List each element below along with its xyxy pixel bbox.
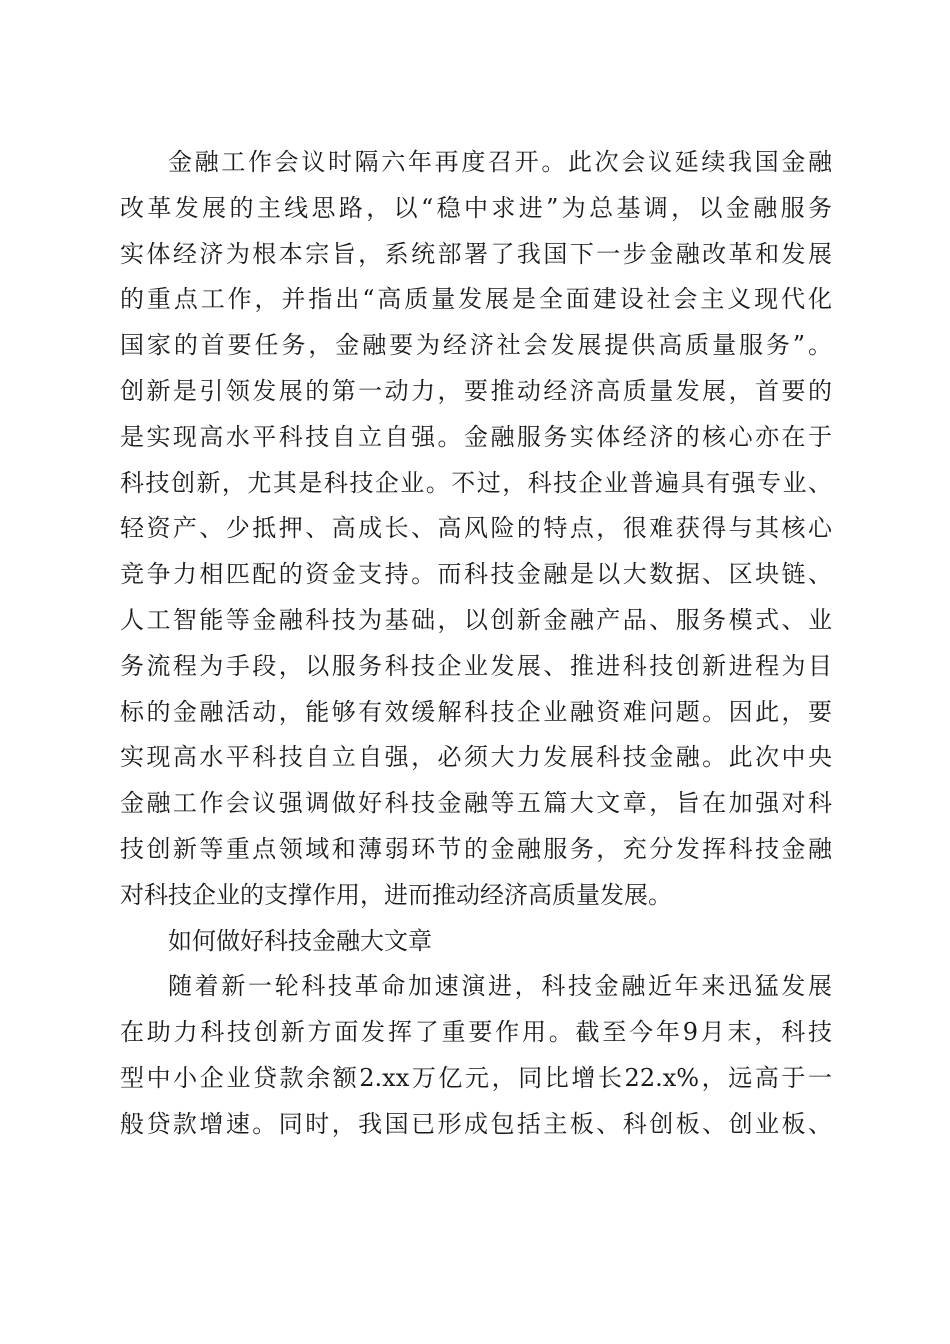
paragraph-intro: [120, 140, 832, 919]
text-line: 创新是引领发展的第一动力，要推动经济高质量发展，首要的: [120, 376, 832, 405]
text-line: 轻资产、少抵押、高成长、高风险的特点，很难获得与其核心: [120, 514, 832, 543]
text-line: 科技创新，尤其是科技企业。不过，科技企业普遍具有强专业、: [120, 468, 832, 497]
section-heading: [120, 919, 832, 965]
text-line: 是实现高水平科技自立自强。金融服务实体经济的核心亦在于: [120, 422, 832, 451]
text-line: 对科技企业的支撑作用，进而推动经济高质量发展。: [120, 880, 672, 909]
body-text: [120, 140, 832, 1148]
text-line: 人工智能等金融科技为基础，以创新金融产品、服务模式、业: [120, 605, 832, 634]
text-line: 随着新一轮科技革命加速演进，科技金融近年来迅猛发展: [168, 972, 832, 1001]
text-line: 国家的首要任务，金融要为经济社会发展提供高质量服务”。: [120, 331, 832, 360]
text-line: 实现高水平科技自立自强，必须大力发展科技金融。此次中央: [120, 743, 832, 772]
paragraph-body: [120, 964, 832, 1147]
text-line: 金融工作会议强调做好科技金融等五篇大文章，旨在加强对科: [120, 789, 832, 818]
text-line: 金融工作会议时隔六年再度召开。此次会议延续我国金融: [168, 148, 832, 176]
text-line: 改革发展的主线思路，以“稳中求进”为总基调，以金融服务: [120, 193, 832, 222]
text-line: 实体经济为根本宗旨，系统部署了我国下一步金融改革和发展: [120, 239, 832, 268]
text-line: 的重点工作，并指出“高质量发展是全面建设社会主义现代化: [120, 285, 832, 314]
text-line: 标的金融活动，能够有效缓解科技企业融资难问题。因此，要: [120, 697, 832, 726]
heading-text: 如何做好科技金融大文章: [168, 926, 432, 955]
text-line: 务流程为手段，以服务科技企业发展、推进科技创新进程为目: [120, 651, 832, 680]
text-line: 型中小企业贷款余额2.xx万亿元，同比增长22.x%，远高于一: [120, 1063, 832, 1092]
text-line: 在助力科技创新方面发挥了重要作用。截至今年9月末，科技: [120, 1018, 832, 1047]
text-line: 技创新等重点领域和薄弱环节的金融服务，充分发挥科技金融: [120, 834, 832, 863]
text-line: 竞争力相匹配的资金支持。而科技金融是以大数据、区块链、: [120, 560, 832, 589]
text-line: 般贷款增速。同时，我国已形成包括主板、科创板、创业板、: [120, 1109, 832, 1138]
